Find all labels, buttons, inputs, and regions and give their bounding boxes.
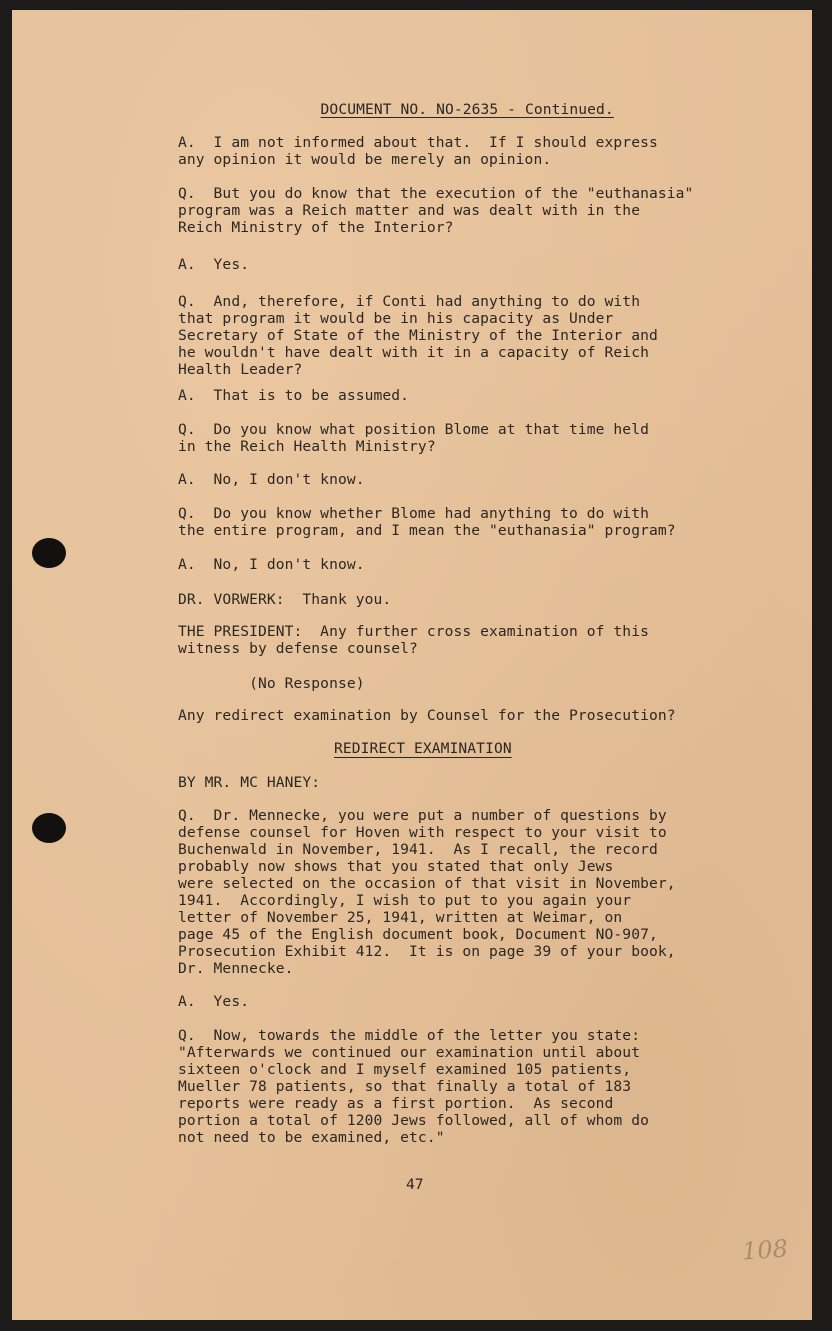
question-blome-position: Q. Do you know what position Blome at that time held in the Reich Health Ministry? bbox=[178, 421, 649, 455]
question-blome-program: Q. Do you know whether Blome had anything to do with the entire program, and I mean the "euthanasia" program? bbox=[178, 505, 676, 539]
answer-assumed: A. That is to be assumed. bbox=[178, 387, 410, 404]
answer-not-informed: A. I am not informed about that. If I should express any opinion it would be merely an opinion. bbox=[178, 134, 658, 168]
section-heading-redirect: REDIRECT EXAMINATION bbox=[334, 740, 512, 757]
pencil-page-annotation: 108 bbox=[741, 1234, 789, 1266]
question-conti-capacity: Q. And, therefore, if Conti had anything to do with that program it would be in his capacity as Under Secretary of State of the Ministry of the Interior and he wouldn't have dealt with it in a capacity of Reich Health Leader? bbox=[178, 293, 658, 378]
president-cross-examination: THE PRESIDENT: Any further cross examination of this witness by defense counsel? bbox=[178, 623, 649, 657]
punch-hole-lower bbox=[32, 813, 66, 843]
answer-dont-know-2: A. No, I don't know. bbox=[178, 556, 365, 573]
document-number: DOCUMENT NO. NO-2635 - bbox=[320, 101, 525, 118]
answer-yes-2: A. Yes. bbox=[178, 993, 250, 1010]
question-letter-quote: Q. Now, towards the middle of the letter you state: "Afterwards we continued our examination until about sixteen o'clock and I myself examined 105 patients, Mueller 78 patients, so that finally a total of 183 reports were ready as a first portion. As second portion a total of 1200 Jews followed, all of whom do not need to be examined, etc." bbox=[178, 1027, 649, 1146]
vorwerk-thanks: DR. VORWERK: Thank you. bbox=[178, 591, 392, 608]
examiner-line: BY MR. MC HANEY: bbox=[178, 774, 321, 791]
no-response: (No Response) bbox=[178, 675, 365, 692]
question-euthanasia-reich-matter: Q. But you do know that the execution of the "euthanasia" program was a Reich matter and was dealt with in the Reich Ministry of the Interior? bbox=[178, 185, 694, 236]
answer-dont-know-1: A. No, I don't know. bbox=[178, 471, 365, 488]
punch-hole-upper bbox=[32, 538, 66, 568]
document-header bbox=[285, 84, 614, 135]
continued-label: Continued. bbox=[524, 101, 614, 118]
document-page bbox=[12, 10, 812, 1320]
question-mennecke-letter: Q. Dr. Mennecke, you were put a number of questions by defense counsel for Hoven with respect to your visit to Buchenwald in November, 1941. As I recall, the record probably now shows that you stated that only Jews were selected on the occasion of that visit in November, 1941. Accordingly, I wish to put to you again your letter of November 25, 1941, written at Weimar, on page 45 of the English document book, Document NO-907, Prosecution Exhibit 412. It is on page 39 of your book, Dr. Mennecke. bbox=[178, 807, 676, 977]
page-number: 47 bbox=[406, 1176, 424, 1193]
answer-yes-1: A. Yes. bbox=[178, 256, 250, 273]
redirect-question: Any redirect examination by Counsel for the Prosecution? bbox=[178, 707, 676, 724]
